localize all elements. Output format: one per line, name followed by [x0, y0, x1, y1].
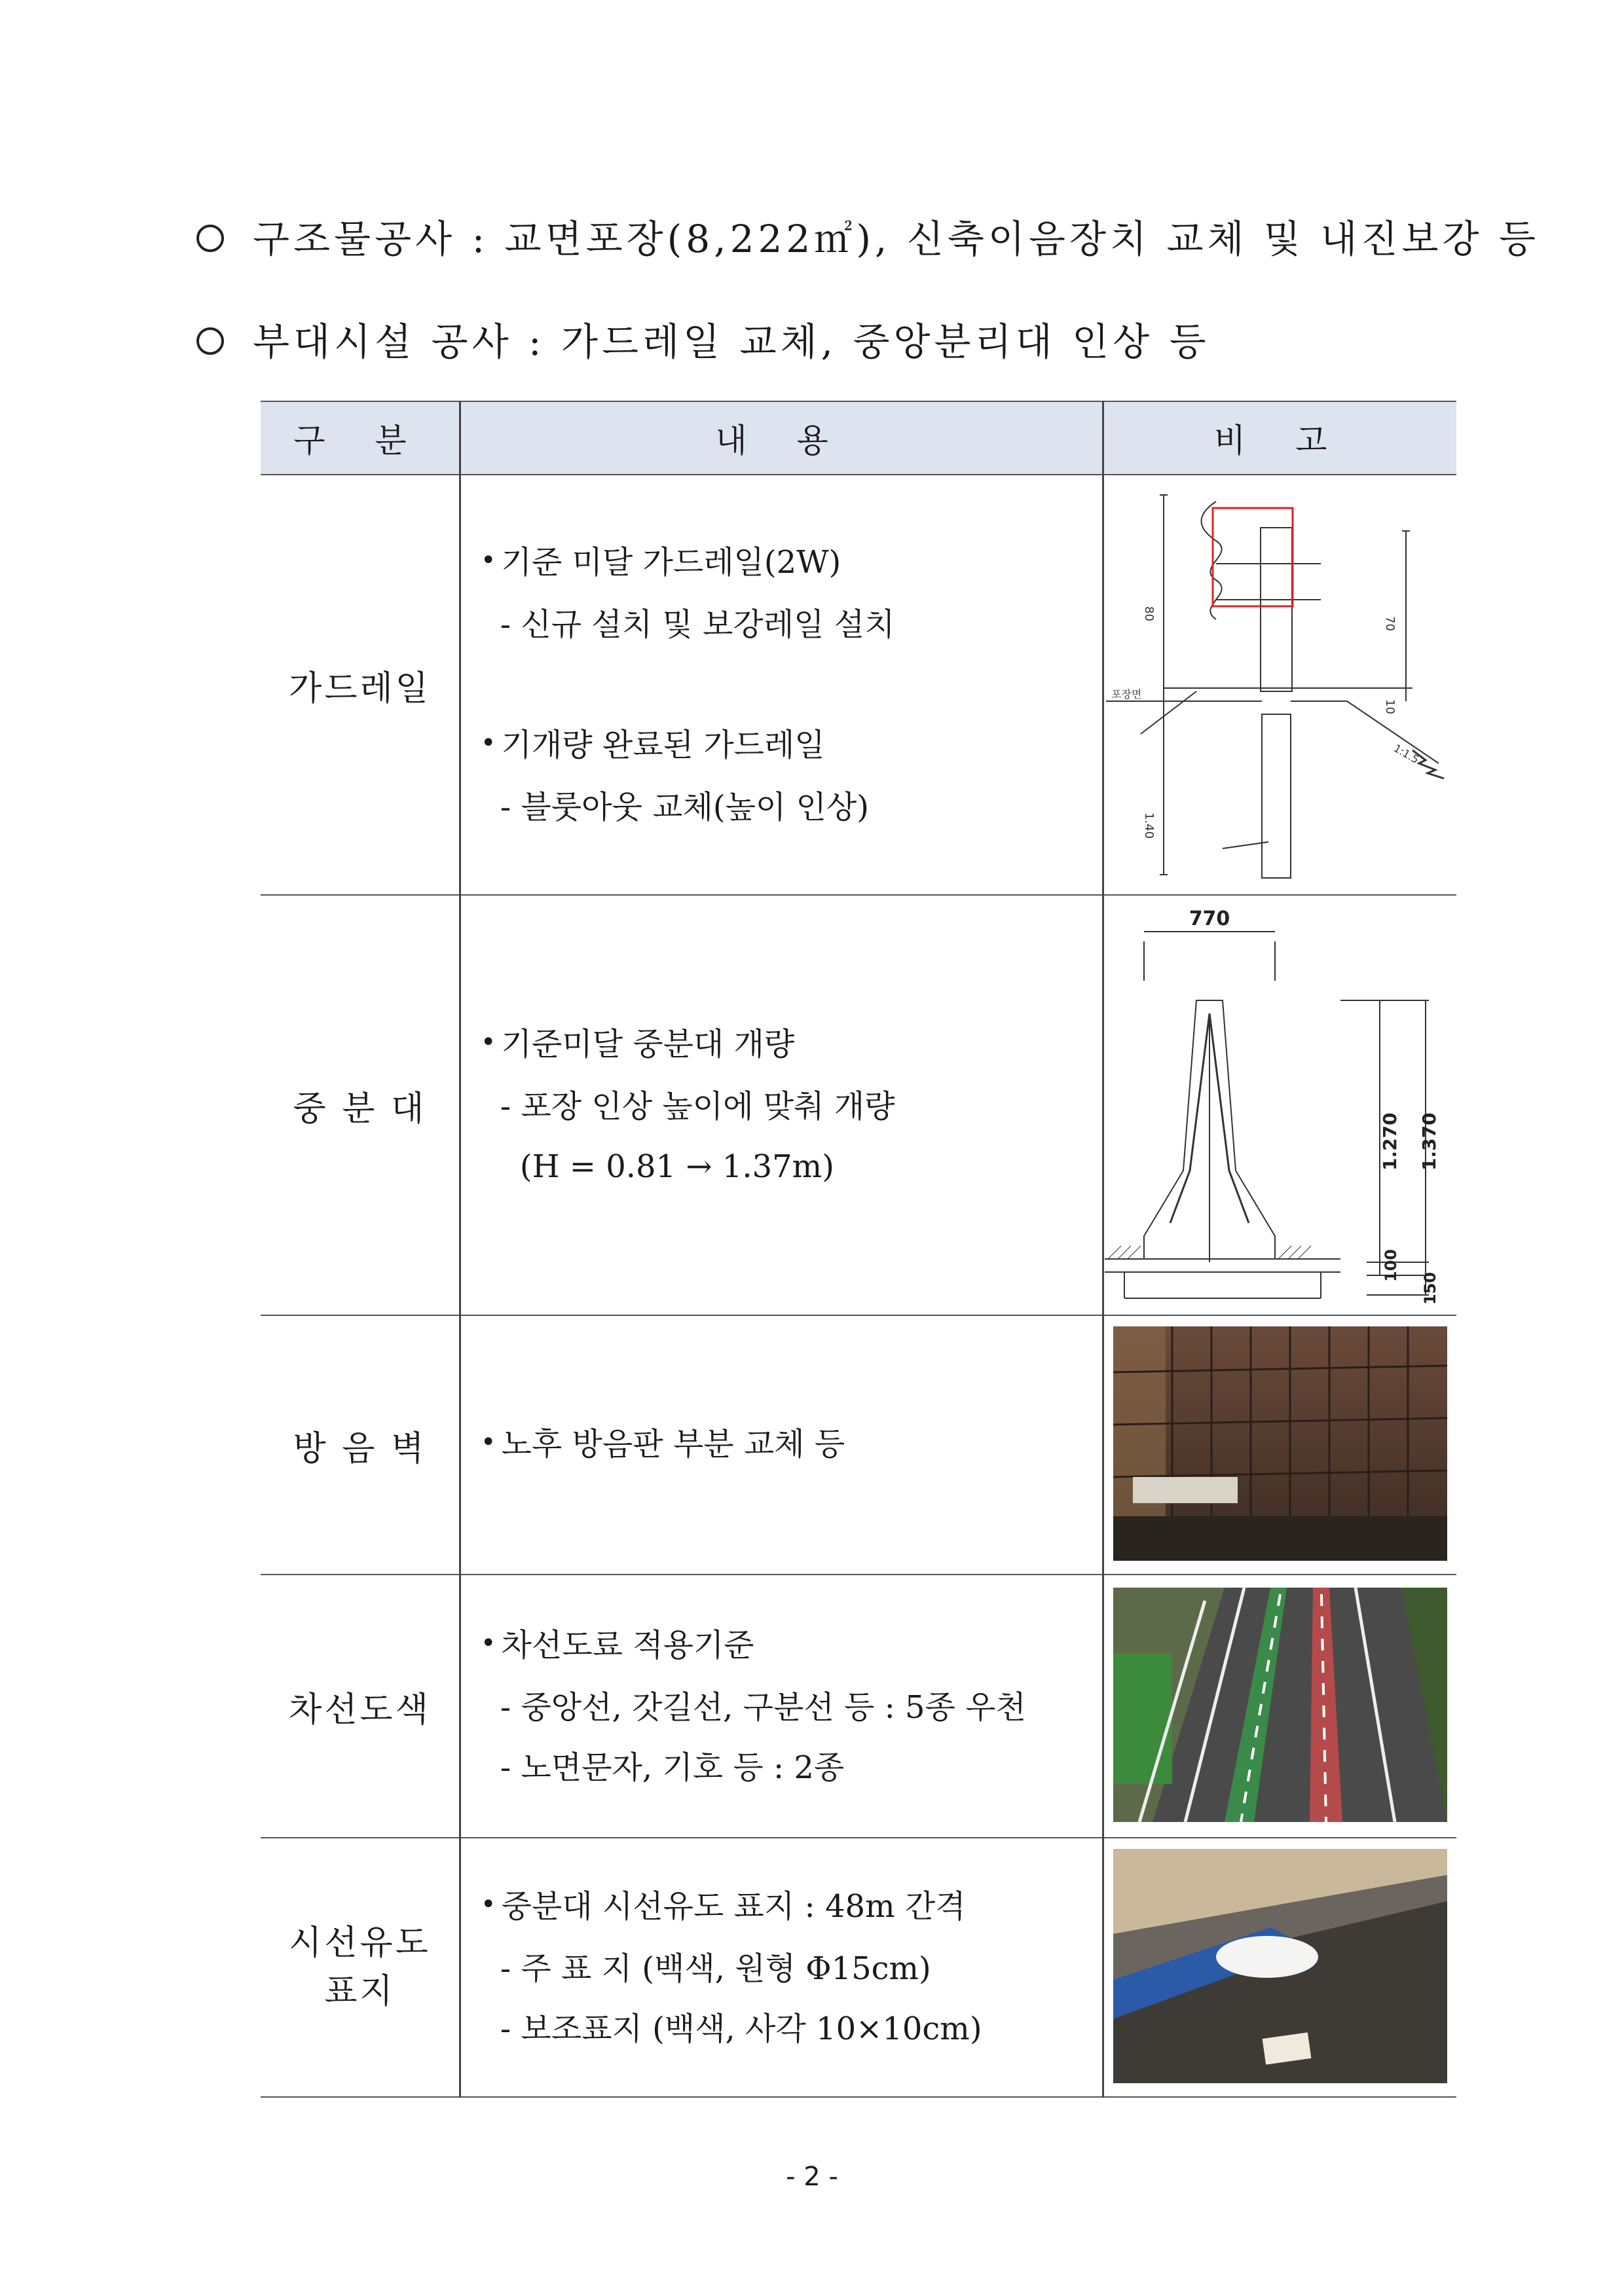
dim-label: 10: [1383, 699, 1397, 714]
page-number: - 2 -: [786, 2162, 838, 2192]
table-row-noise-barrier: [261, 1315, 1456, 1575]
dot-bullet-icon: •: [480, 728, 496, 758]
content-cell: [460, 475, 1103, 895]
content-cell: [460, 1315, 1103, 1575]
slope-label: 1:1.5: [1392, 742, 1422, 766]
content-line: - 노면문자, 기호 등 : 2종: [500, 1749, 845, 1786]
table-row-lane-paint: [261, 1575, 1456, 1838]
height-label: 1.270: [1379, 1112, 1401, 1171]
content-cell: [460, 895, 1103, 1315]
height-label: 1.370: [1418, 1112, 1441, 1171]
height-label: 150: [1421, 1271, 1440, 1305]
pavement-label: 포장면: [1111, 688, 1142, 701]
width-label: 770: [1189, 907, 1230, 930]
content-line: [481, 1014, 1101, 1076]
dim-label: 80: [1142, 606, 1156, 621]
category-cell: 중 분 대: [261, 895, 460, 1315]
content-line: [481, 1615, 1101, 1677]
dot-bullet-icon: •: [480, 1027, 496, 1057]
category-line: 표지: [324, 1972, 396, 2011]
dot-bullet-icon: •: [480, 545, 496, 575]
line-text: 중분대 시선유도 표지 : 48m 간격: [501, 1887, 966, 1925]
content-line: - 신규 설치 및 보강레일 설치: [500, 606, 895, 643]
content-cell: [460, 1838, 1103, 2097]
category-cell: 방 음 벽: [261, 1315, 460, 1575]
dim-label: 70: [1383, 616, 1397, 631]
delineator-photo: [1113, 1849, 1447, 2083]
dot-bullet-icon: •: [480, 1889, 496, 1920]
height-label: 100: [1382, 1248, 1401, 1282]
content-line: - 보조표지 (백색, 사각 10×10cm): [500, 2010, 982, 2047]
remarks-cell: [1103, 1575, 1456, 1838]
median-barrier-drawing: [1105, 896, 1456, 1312]
remarks-cell: [1103, 1315, 1456, 1575]
line-text: 기준미달 중분대 개량: [501, 1025, 795, 1063]
guardrail-drawing: [1105, 475, 1456, 892]
line-text: 기준 미달 가드레일(2W): [501, 544, 841, 581]
content-line: [481, 532, 1101, 594]
table-row-median: [261, 895, 1456, 1315]
dim-label: 1.40: [1142, 812, 1156, 839]
work-table: [261, 401, 1456, 2098]
category-line: 시선유도: [288, 1923, 431, 1963]
circle-bullet-icon: [196, 225, 224, 252]
line-text: 노후 방음판 부분 교체 등: [501, 1425, 845, 1463]
content-cell: [460, 1575, 1103, 1838]
bullet-auxiliary-work: [196, 311, 1210, 366]
dot-bullet-icon: •: [480, 1628, 496, 1658]
table-row-delineator: [261, 1838, 1456, 2097]
circle-bullet-icon: [196, 327, 224, 355]
content-line: - 중앙선, 갓길선, 구분선 등 : 5종 우천: [500, 1688, 1026, 1726]
content-line: - 포장 인상 높이에 맞춰 개량: [500, 1087, 895, 1125]
bullet-text: 부대시설 공사 : 가드레일 교체, 중앙분리대 인상 등: [253, 319, 1210, 364]
noise-barrier-photo: [1113, 1326, 1447, 1561]
content-line: - 블룻아웃 교체(높이 인상): [500, 789, 870, 826]
content-line: - 주 표 지 (백색, 원형 Φ15cm): [500, 1950, 931, 1987]
remarks-cell: [1103, 475, 1456, 895]
category-cell: 차선도색: [261, 1575, 460, 1838]
content-line: [481, 1876, 1101, 1939]
spacer: [481, 655, 1101, 715]
remarks-cell: [1103, 895, 1456, 1315]
content-line: [481, 1414, 1101, 1476]
line-text: 차선도료 적용기준: [501, 1626, 754, 1664]
remarks-cell: [1103, 1838, 1456, 2097]
header-content: 내 용: [460, 401, 1103, 475]
lane-paint-photo: [1113, 1588, 1447, 1822]
content-line: [481, 715, 1101, 777]
content-line: (H = 0.81 → 1.37m): [519, 1148, 834, 1185]
table-row-guardrail: [261, 475, 1456, 895]
dot-bullet-icon: •: [480, 1427, 496, 1457]
table-header-row: [261, 401, 1456, 475]
bullet-text: 구조물공사 : 교면포장(8,222㎡), 신축이음장치 교체 및 내진보강 등: [253, 217, 1540, 261]
line-text: 기개량 완료된 가드레일: [501, 727, 825, 763]
category-cell: [261, 1838, 460, 2097]
category-cell: 가드레일: [261, 475, 460, 895]
header-category: 구 분: [261, 401, 460, 475]
bullet-structural-work: [196, 208, 1540, 263]
header-remarks: 비 고: [1103, 401, 1456, 475]
